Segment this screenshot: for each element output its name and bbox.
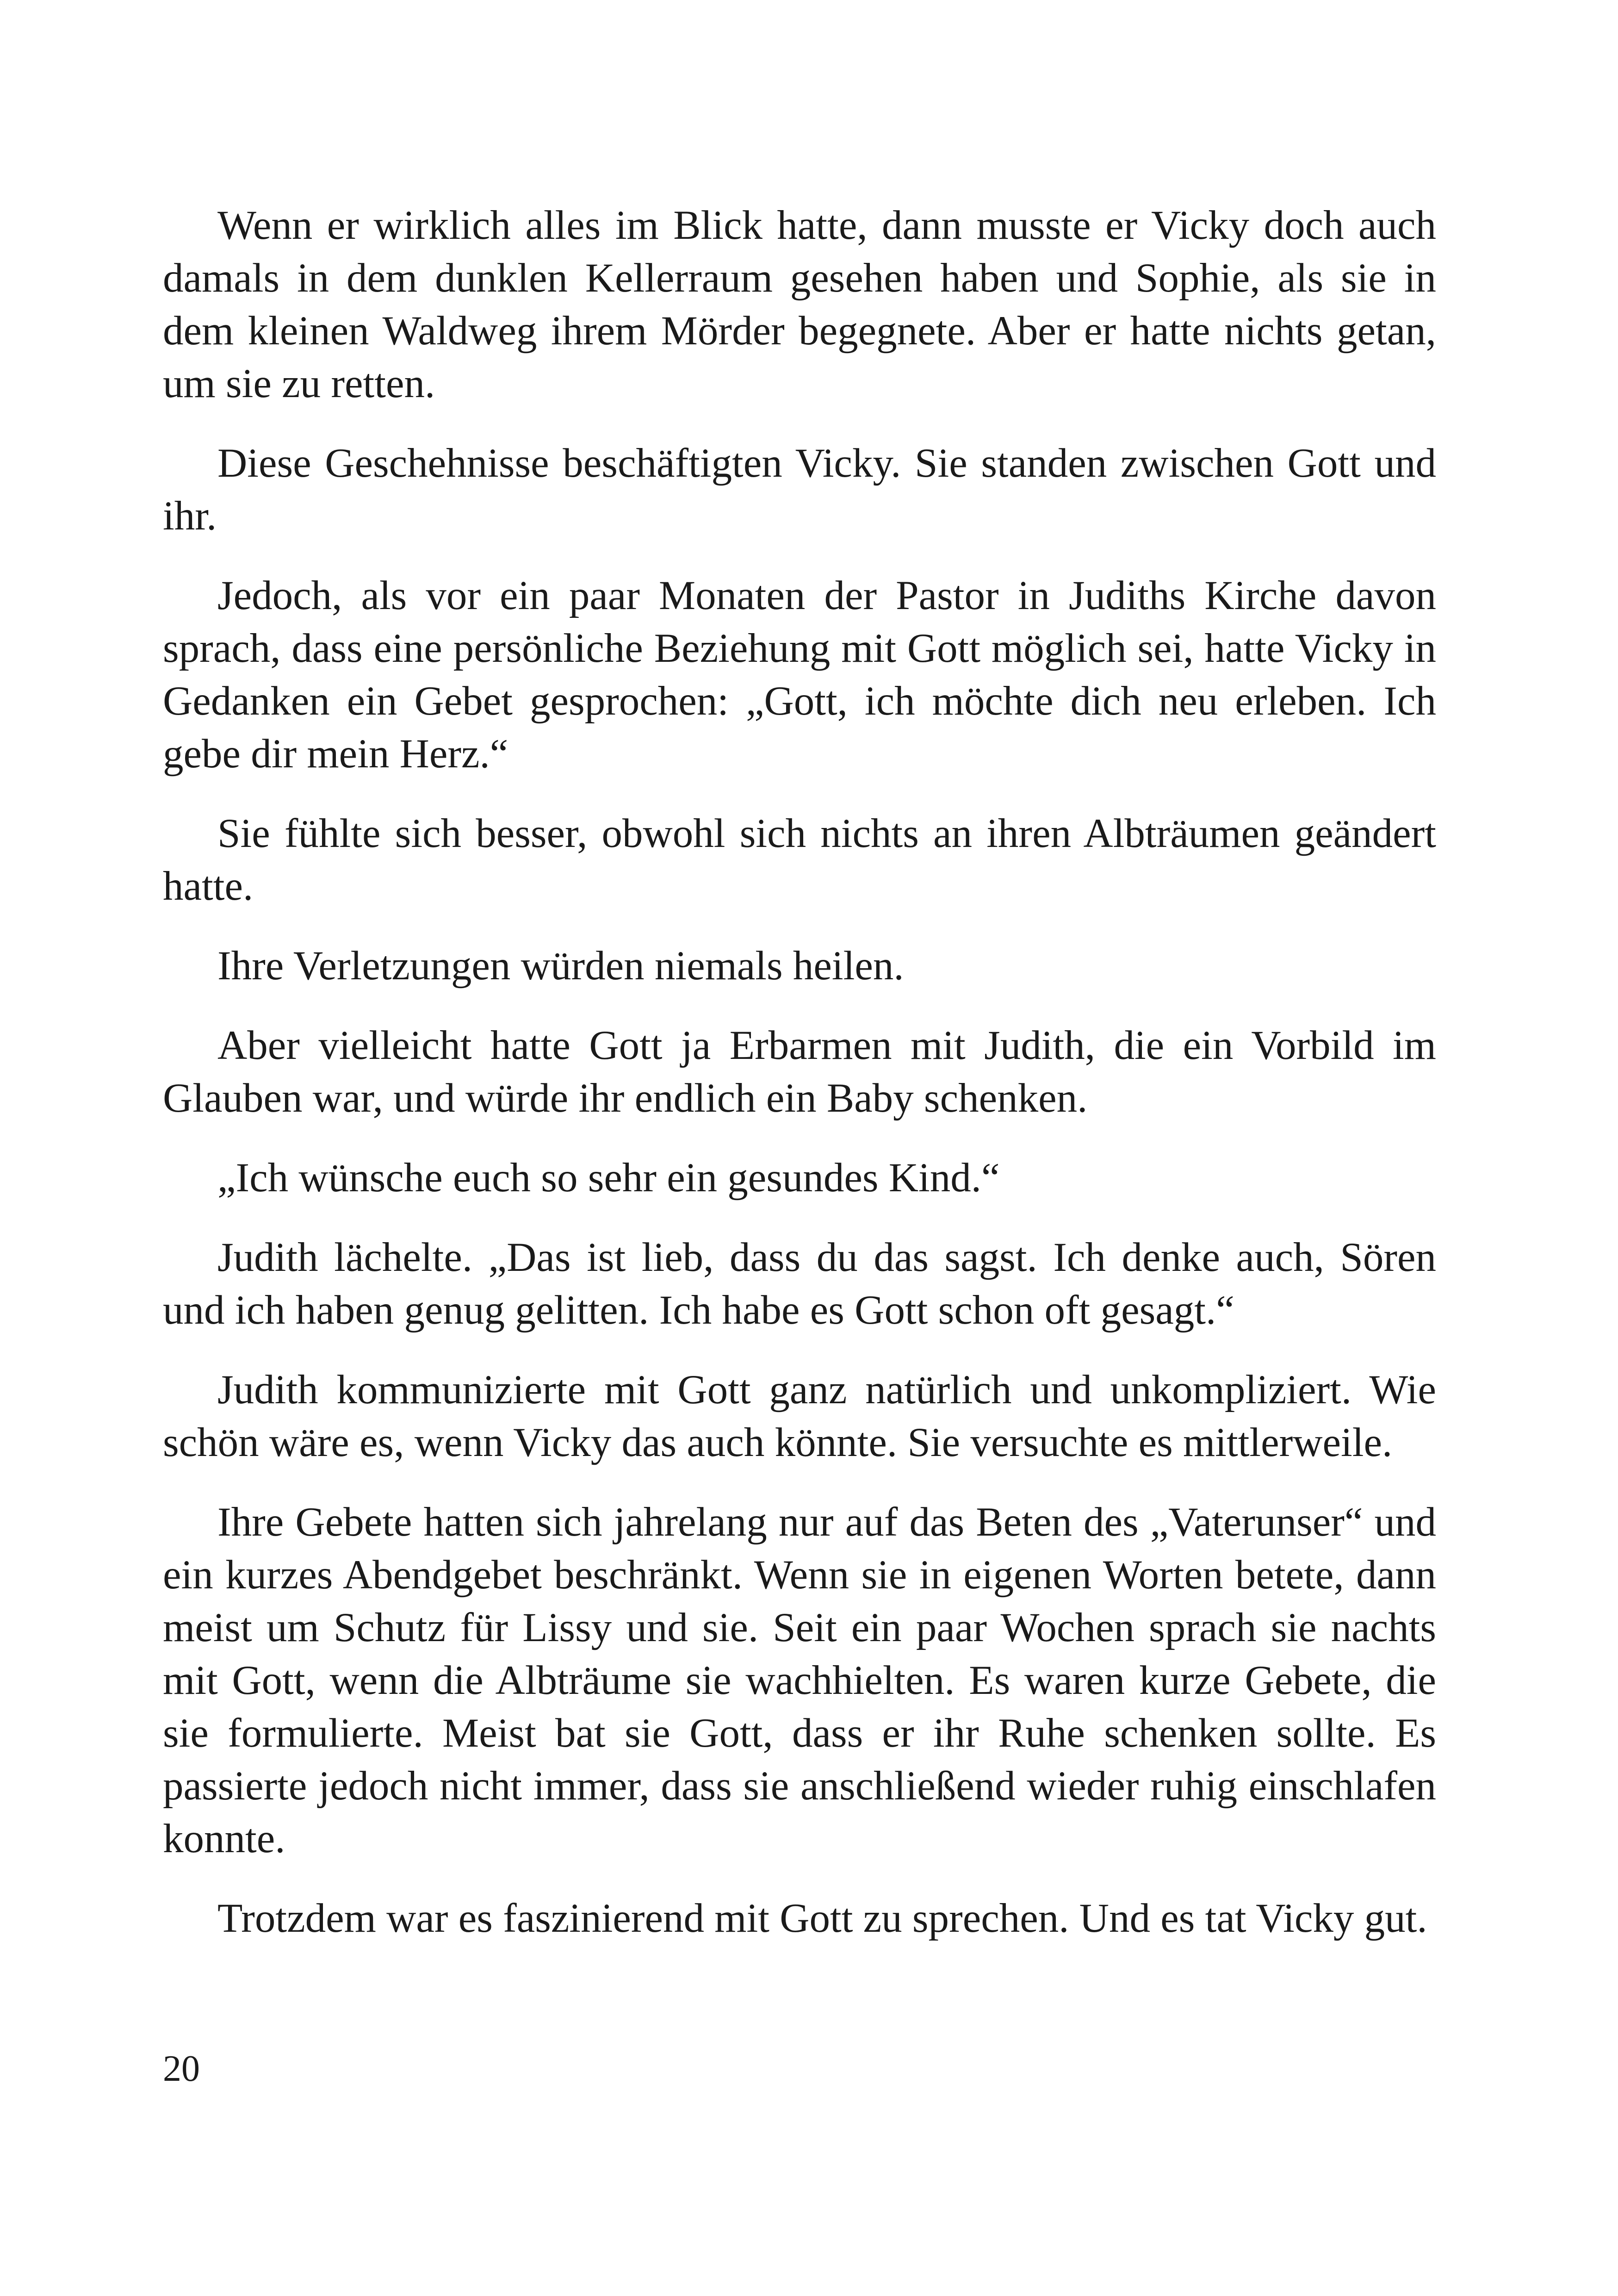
paragraph: Jedoch, als vor ein paar Monaten der Pastor in Judiths Kirche davon sprach, dass eine persönliche Beziehung mit Gott möglich sei, hatte Vicky in Gedanken ein Gebet gesprochen: „Gott, ich möchte dich neu erleben. Ich gebe dir mein Herz.“: [163, 573, 1436, 777]
paragraph: Sie fühlte sich besser, obwohl sich nichts an ihren Albträumen geändert hatte.: [163, 811, 1436, 909]
paragraph: Judith lächelte. „Das ist lieb, dass du das sagst. Ich denke auch, Sören und ich haben genug gelitten. Ich habe es Gott schon oft gesagt.“: [163, 1235, 1436, 1333]
paragraph: Judith kommunizierte mit Gott ganz natürlich und unkompliziert. Wie schön wäre es, wenn Vicky das auch könnte. Sie versuchte es mittlerweile.: [163, 1367, 1436, 1465]
paragraph: Diese Geschehnisse beschäftigten Vicky. Sie standen zwischen Gott und ihr.: [163, 441, 1436, 539]
paragraph: „Ich wünsche euch so sehr ein gesundes Kind.“: [217, 1155, 1000, 1201]
paragraph: Ihre Verletzungen würden niemals heilen.: [217, 943, 904, 989]
paragraph: Aber vielleicht hatte Gott ja Erbarmen mit Judith, die ein Vorbild im Glauben war, und würde ihr endlich ein Baby schenken.: [163, 1023, 1436, 1121]
body-text: [163, 199, 1436, 1972]
page-number: 20: [163, 2048, 200, 2089]
paragraph: Trotzdem war es faszinierend mit Gott zu sprechen. Und es tat Vicky gut.: [217, 1896, 1427, 1941]
paragraph: Wenn er wirklich alles im Blick hatte, dann musste er Vicky doch auch damals in dem dunklen Kellerraum gesehen haben und Sophie, als sie in dem kleinen Waldweg ihrem Mörder begegnete. Aber er hatte nichts getan, um sie zu retten.: [163, 203, 1436, 406]
paragraph: Ihre Gebete hatten sich jahrelang nur auf das Beten des „Vaterunser“ und ein kurzes Abendgebet beschränkt. Wenn sie in eigenen Worten betete, dann meist um Schutz für Lissy und sie. Seit ein paar Wochen sprach sie nachts mit Gott, wenn die Albträume sie wachhielten. Es waren kurze Gebete, die sie formulierte. Meist bat sie Gott, dass er ihr Ruhe schenken sollte. Es passierte jedoch nicht immer, dass sie anschließend wieder ruhig einschlafen konnte.: [163, 1500, 1436, 1861]
